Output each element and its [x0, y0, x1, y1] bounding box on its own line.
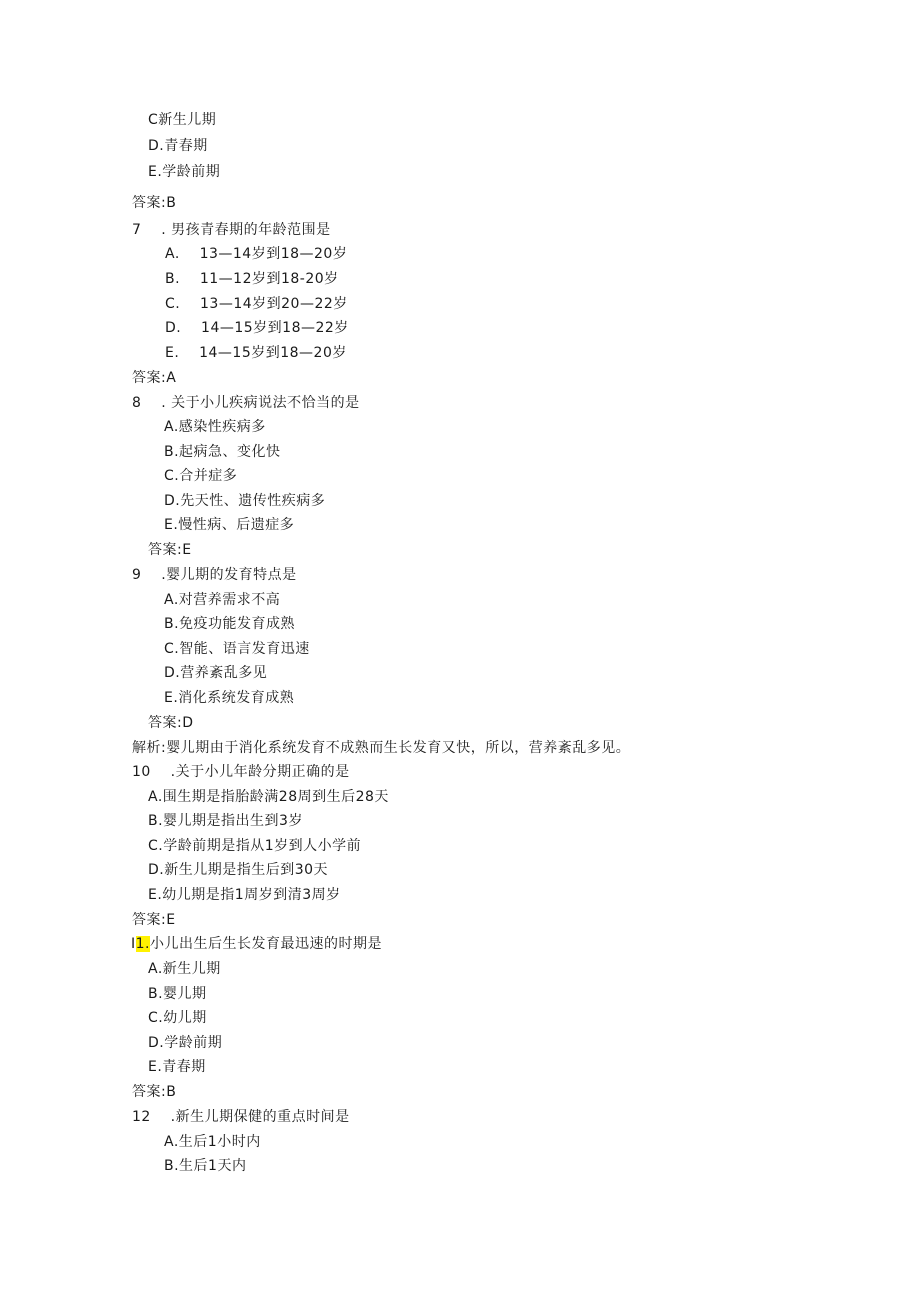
question-7: 7 . 男孩青春期的年龄范围是 — [132, 222, 331, 238]
option-d-line: D.营养紊乱多见 — [164, 665, 268, 681]
option-b-line: B.婴儿期 — [148, 986, 207, 1002]
question-12: 12 .新生儿期保健的重点时间是 — [132, 1109, 350, 1125]
option-a-line: A.围生期是指胎龄满28周到生后28天 — [148, 789, 389, 805]
option-e-line: E.慢性病、后遗症多 — [164, 517, 295, 533]
answer-line: 答案:A — [132, 370, 177, 386]
option-d-line: D.青春期 — [148, 138, 208, 154]
answer-line: 答案:D — [148, 715, 194, 731]
option-c-line: C. 13—14岁到20—22岁 — [165, 296, 348, 312]
answer-line: 答案:E — [148, 542, 192, 558]
option-e-line: E.青春期 — [148, 1059, 206, 1075]
answer-line: 答案:E — [132, 912, 176, 928]
question-8: 8 . 关于小儿疾病说法不恰当的是 — [132, 395, 360, 411]
option-b-line: B.婴儿期是指出生到3岁 — [148, 813, 303, 829]
option-b-line: B.免疫功能发育成熟 — [164, 616, 296, 632]
option-c-line: C.幼儿期 — [148, 1010, 207, 1026]
option-c-line: C.合并症多 — [164, 468, 238, 484]
answer-line: 答案:B — [132, 195, 177, 211]
option-e-line: E. 14—15岁到18—20岁 — [165, 345, 347, 361]
question-10: 10 .关于小儿年龄分期正确的是 — [132, 764, 350, 780]
option-b-line: B.生后1天内 — [164, 1158, 247, 1174]
option-b-line: B. 11—12岁到18-20岁 — [165, 271, 339, 287]
option-e-line: E.学龄前期 — [148, 164, 221, 180]
explanation-line: 解析:婴儿期由于消化系统发育不成熟而生长发育又快，所以，营养紊乱多见。 — [132, 740, 631, 756]
option-c-line: C新生儿期 — [148, 112, 217, 128]
option-d-line: D.先天性、遗传性疾病多 — [164, 493, 326, 509]
question-number-prefix: I — [131, 936, 136, 952]
option-a-line: A.对营养需求不高 — [164, 592, 281, 608]
option-d-line: D.新生儿期是指生后到30天 — [148, 862, 329, 878]
option-a-line: A.感染性疾病多 — [164, 419, 266, 435]
highlighted-number: 1. — [135, 936, 150, 952]
option-a-line: A.生后1小时内 — [164, 1134, 261, 1150]
option-a-line: A.新生儿期 — [148, 961, 221, 977]
option-d-line: D. 14—15岁到18—22岁 — [165, 320, 349, 336]
answer-line: 答案:B — [132, 1084, 177, 1100]
option-e-line: E.消化系统发育成熟 — [164, 690, 295, 706]
option-d-line: D.学龄前期 — [148, 1035, 223, 1051]
option-a-line: A. 13—14岁到18—20岁 — [165, 246, 348, 262]
option-c-line: C.智能、语言发育迅速 — [164, 641, 310, 657]
option-c-line: C.学龄前期是指从1岁到人小学前 — [148, 838, 362, 854]
question-11 — [131, 935, 382, 953]
question-9: 9 .婴儿期的发育特点是 — [132, 567, 297, 583]
option-e-line: E.幼儿期是指1周岁到清3周岁 — [148, 887, 341, 903]
option-b-line: B.起病急、变化快 — [164, 444, 281, 460]
question-text: 小儿出生后生长发育最迅速的时期是 — [150, 936, 382, 952]
